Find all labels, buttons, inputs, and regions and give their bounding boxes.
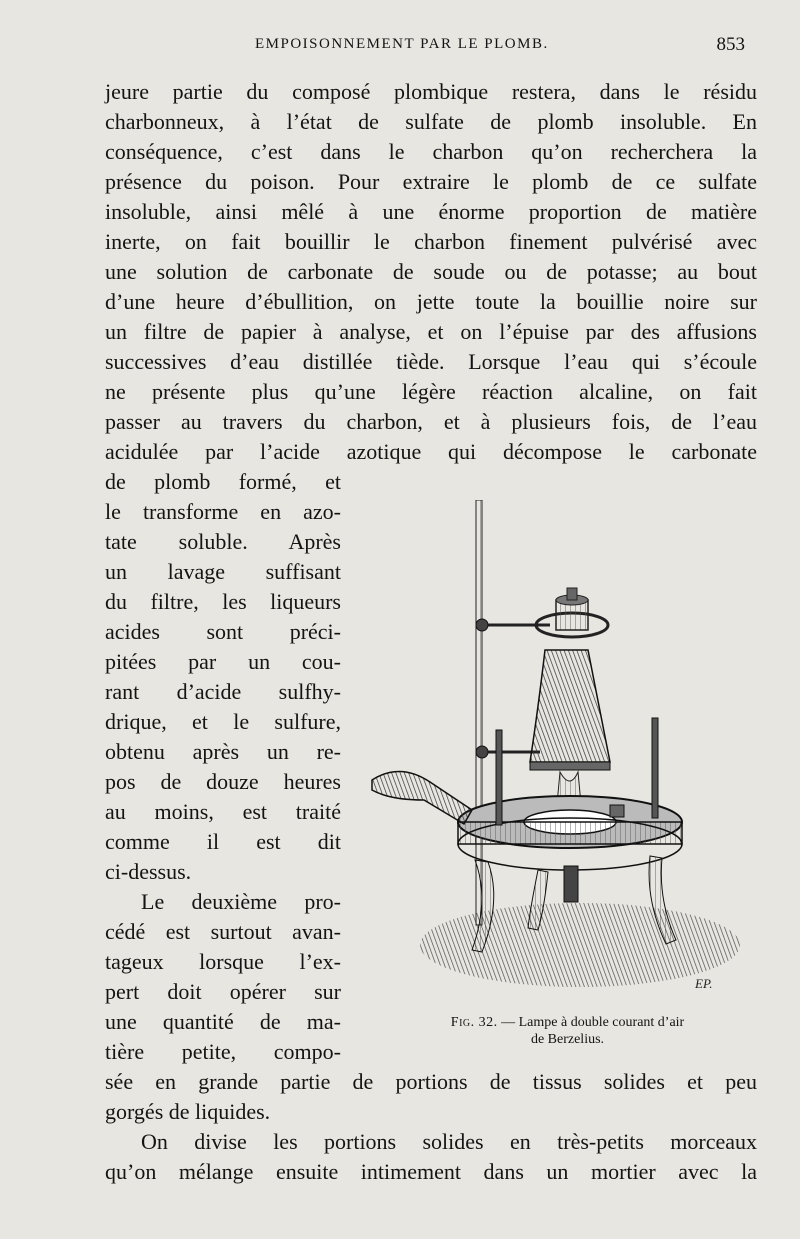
text-line: tière petite, compo- bbox=[105, 1039, 341, 1064]
text-line: On divise les portions solides en très-petits morceaux bbox=[141, 1129, 757, 1154]
text-line: une quantité de ma- bbox=[105, 1009, 341, 1034]
text-line: jeure partie du composé plombique restera, dans le résidu bbox=[105, 79, 757, 104]
text-line: insoluble, ainsi mêlé à une énorme proportion de matière bbox=[105, 199, 757, 224]
text-line: du filtre, les liqueurs bbox=[105, 589, 341, 614]
text-line: comme il est dit bbox=[105, 829, 341, 854]
text-line: conséquence, c’est dans le charbon qu’on recherchera la bbox=[105, 139, 757, 164]
text-line: pert doit opérer sur bbox=[105, 979, 341, 1004]
text-line: d’une heure d’ébullition, on jette toute la bouillie noire sur bbox=[105, 289, 757, 314]
text-line: une solution de carbonate de soude ou de potasse; au bout bbox=[105, 259, 757, 284]
text-line: un filtre de papier à analyse, et on l’épuise par des affusions bbox=[105, 319, 757, 344]
text-line: rant d’acide sulfhy- bbox=[105, 679, 341, 704]
text-line: ne présente plus qu’une légère réaction alcaline, on fait bbox=[105, 379, 757, 404]
running-head: EMPOISONNEMENT PAR LE PLOMB. bbox=[255, 36, 549, 52]
figure-label: Fig. 32. bbox=[450, 1015, 498, 1030]
text-line: pos de douze heures bbox=[105, 769, 341, 794]
text-line: de plomb formé, et bbox=[105, 469, 341, 494]
text-line: Le deuxième pro- bbox=[141, 889, 341, 914]
engraver-mark: EP. bbox=[695, 976, 713, 991]
page-header bbox=[105, 36, 745, 66]
text-line: tageux lorsque l’ex- bbox=[105, 949, 341, 974]
berzelius-lamp-illustration bbox=[360, 500, 750, 1000]
text-line: obtenu après un re- bbox=[105, 739, 341, 764]
text-line: inerte, on fait bouillir le charbon finement pulvérisé avec bbox=[105, 229, 757, 254]
page-number: 853 bbox=[716, 34, 745, 55]
text-line: drique, et le sulfure, bbox=[105, 709, 341, 734]
text-line: sée en grande partie de portions de tissus solides et peu bbox=[105, 1069, 757, 1094]
text-line: acidulée par l’acide azotique qui décompose le carbonate bbox=[105, 439, 757, 464]
text-line: passer au travers du charbon, et à plusieurs fois, de l’eau bbox=[105, 409, 757, 434]
figure-caption-text: — Lampe à double courant d’air bbox=[501, 1015, 685, 1030]
text-line: au moins, est traité bbox=[105, 799, 341, 824]
figure-caption bbox=[395, 1014, 740, 1048]
text-line: charbonneux, à l’état de sulfate de plomb insoluble. En bbox=[105, 109, 757, 134]
text-line: tate soluble. Après bbox=[105, 529, 341, 554]
text-line: le transforme en azo- bbox=[105, 499, 341, 524]
text-line: qu’on mélange ensuite intimement dans un mortier avec la bbox=[105, 1159, 757, 1184]
text-line: ci-dessus. bbox=[105, 859, 192, 884]
text-line: cédé est surtout avan- bbox=[105, 919, 341, 944]
text-line: acides sont préci- bbox=[105, 619, 341, 644]
text-line: pitées par un cou- bbox=[105, 649, 341, 674]
text-line: un lavage suffisant bbox=[105, 559, 341, 584]
figure-caption-line2: de Berzelius. bbox=[530, 1032, 605, 1047]
text-line: successives d’eau distillée tiède. Lorsque l’eau qui s’écoule bbox=[105, 349, 757, 374]
text-line: présence du poison. Pour extraire le plomb de ce sulfate bbox=[105, 169, 757, 194]
text-line: gorgés de liquides. bbox=[105, 1099, 271, 1124]
